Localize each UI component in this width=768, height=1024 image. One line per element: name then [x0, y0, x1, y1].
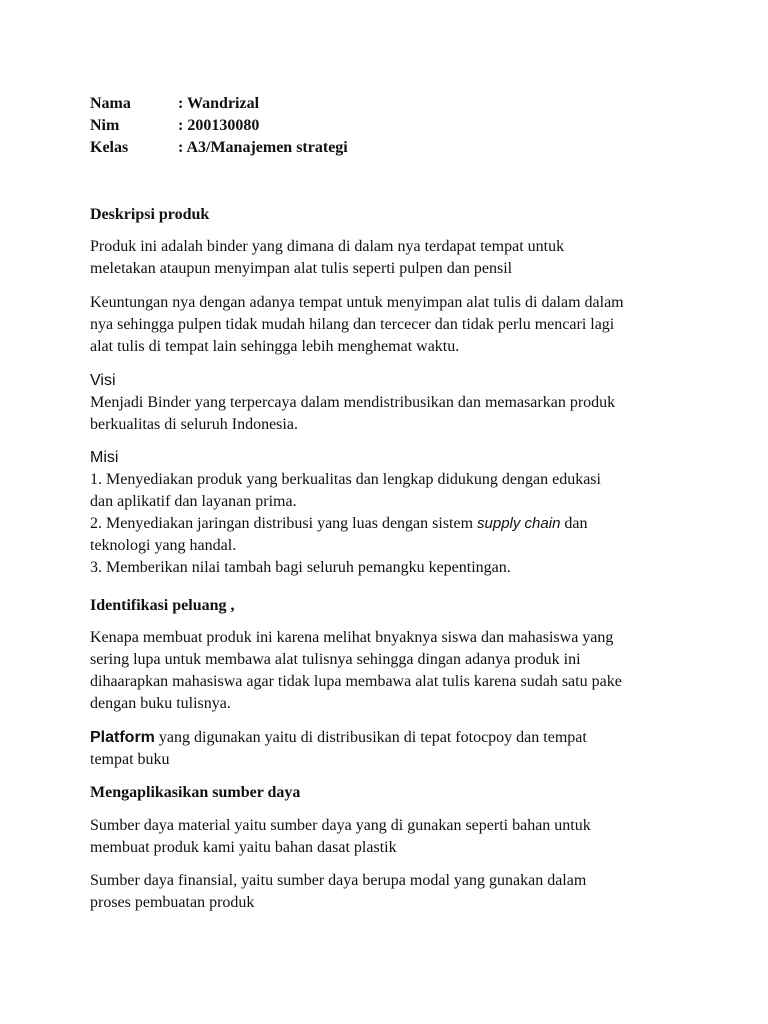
info-value: : Wandrizal — [178, 95, 260, 112]
info-value: : A3/Manajemen strategi — [178, 139, 348, 156]
misi-line — [90, 513, 690, 535]
paragraph-line: Sumber daya finansial, yaitu sumber daya berupa modal yang gunakan dalam — [90, 872, 587, 889]
sumber-daya-heading: Mengaplikasikan sumber daya — [90, 784, 301, 801]
misi-section — [90, 447, 690, 579]
info-row-nama — [90, 93, 690, 115]
deskripsi-heading: Deskripsi produk — [90, 206, 210, 223]
paragraph-line: sering lupa untuk membawa alat tulisnya sehingga dingan adanya produk ini — [90, 651, 581, 668]
misi-line: 3. Memberikan nilai tambah bagi seluruh pemangku kepentingan. — [90, 559, 511, 576]
identifikasi-paragraph — [90, 627, 690, 715]
paragraph-line: Keuntungan nya dengan adanya tempat untuk menyimpan alat tulis di dalam dalam — [90, 294, 624, 311]
paragraph-line: Produk ini adalah binder yang dimana di dalam nya terdapat tempat untuk — [90, 238, 565, 255]
info-row-nim — [90, 115, 690, 137]
deskripsi-paragraph-1 — [90, 236, 690, 280]
info-value: : 200130080 — [178, 117, 260, 134]
paragraph-line: meletakan ataupun menyimpan alat tulis seperti pulpen dan pensil — [90, 260, 513, 277]
platform-label: Platform — [90, 729, 155, 746]
misi-text: 2. Menyediakan jaringan distribusi yang luas dengan sistem — [90, 515, 478, 532]
info-row-kelas — [90, 137, 690, 159]
paragraph-line: nya sehingga pulpen tidak mudah hilang dan tercecer dan tidak perlu mencari lagi — [90, 316, 615, 333]
misi-heading: Misi — [90, 449, 119, 466]
identifikasi-heading: Identifikasi peluang , — [90, 597, 235, 614]
paragraph-line: tempat buku — [90, 751, 170, 768]
visi-heading: Visi — [90, 372, 116, 389]
sumber-daya-paragraph-1 — [90, 815, 690, 859]
paragraph-line: dengan buku tulisnya. — [90, 695, 231, 712]
paragraph-line: Sumber daya material yaitu sumber daya yang di gunakan seperti bahan untuk — [90, 817, 591, 834]
sumber-daya-paragraph-2 — [90, 870, 690, 914]
misi-line: teknologi yang handal. — [90, 537, 237, 554]
paragraph-line: membuat produk kami yaitu bahan dasat plastik — [90, 839, 397, 856]
student-info — [90, 93, 690, 159]
paragraph-line: Kenapa membuat produk ini karena melihat bnyaknya siswa dan mahasiswa yang — [90, 629, 614, 646]
deskripsi-paragraph-2 — [90, 292, 690, 358]
paragraph-line — [90, 727, 690, 749]
platform-text: yang digunakan yaitu di distribusikan di tepat fotocpoy dan tempat — [154, 729, 587, 746]
paragraph-line: proses pembuatan produk — [90, 894, 255, 911]
paragraph-line: dihaarapkan mahasiswa agar tidak lupa membawa alat tulis karena sudah satu pake — [90, 673, 622, 690]
info-label: Kelas — [90, 139, 129, 156]
info-label: Nim — [90, 117, 120, 134]
misi-line: 1. Menyediakan produk yang berkualitas dan lengkap didukung dengan edukasi — [90, 471, 601, 488]
misi-text: dan — [560, 515, 588, 532]
info-label: Nama — [90, 95, 131, 112]
platform-paragraph — [90, 727, 690, 771]
supply-chain-term: supply chain — [477, 515, 561, 532]
paragraph-line: Menjadi Binder yang terpercaya dalam mendistribusikan dan memasarkan produk — [90, 394, 616, 411]
paragraph-line: alat tulis di tempat lain sehingga lebih menghemat waktu. — [90, 338, 460, 355]
paragraph-line: berkualitas di seluruh Indonesia. — [90, 416, 298, 433]
misi-line: dan aplikatif dan layanan prima. — [90, 493, 297, 510]
visi-section — [90, 370, 690, 436]
